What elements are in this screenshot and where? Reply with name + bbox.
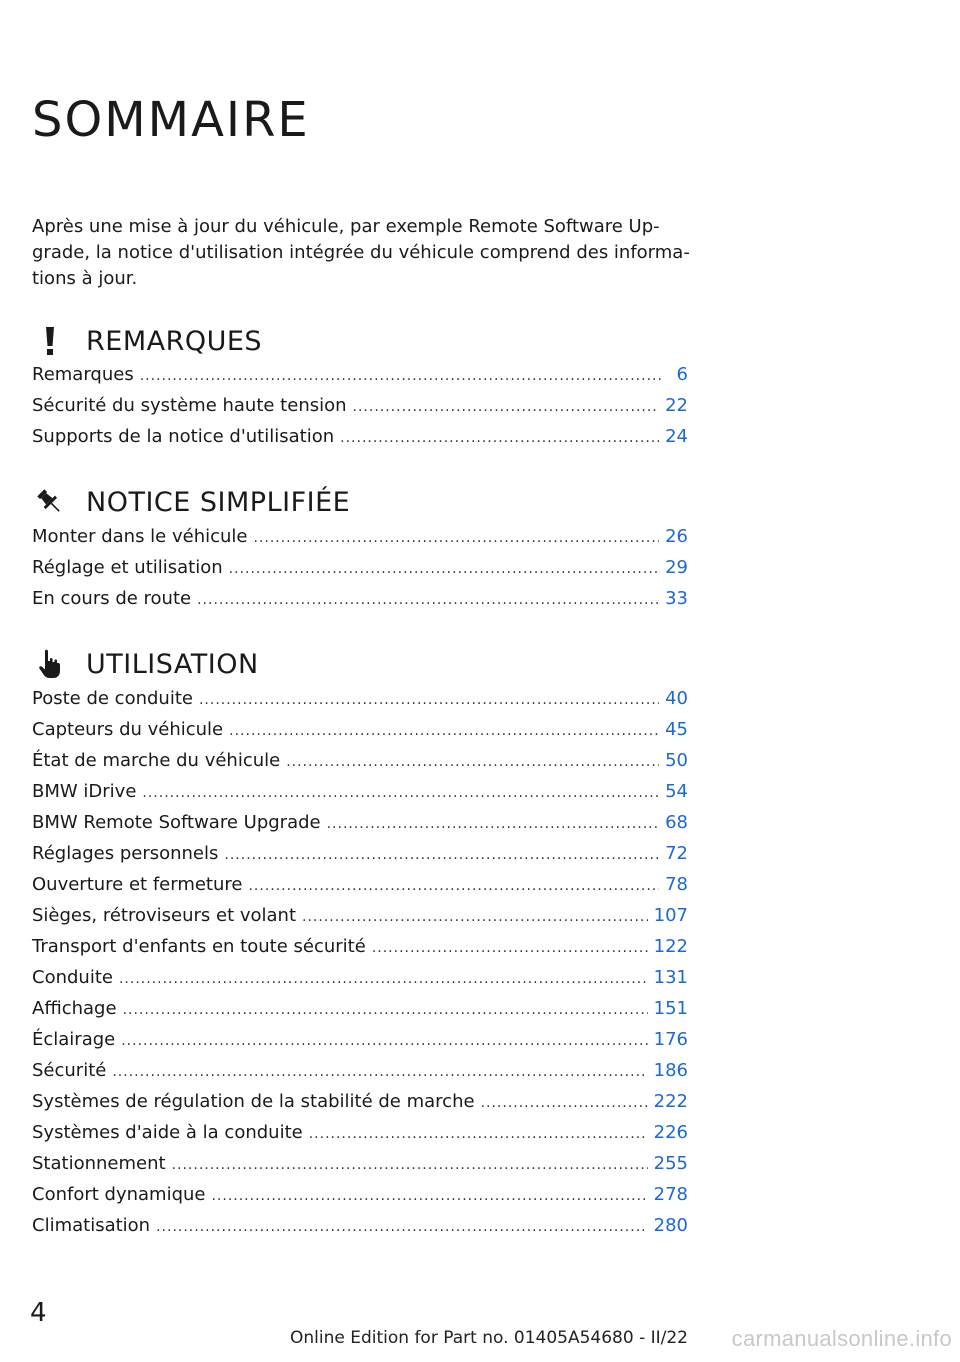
toc-page-link[interactable]: 255: [653, 1153, 688, 1174]
toc-label: Réglages personnels: [32, 843, 219, 864]
toc-item[interactable]: [32, 843, 688, 874]
toc-label: Affichage: [32, 998, 117, 1019]
toc-label: Systèmes d'aide à la conduite: [32, 1122, 303, 1143]
dot-leader: [121, 1033, 647, 1049]
toc-label: Stationnement: [32, 1153, 166, 1174]
toc-label: Sécurité du système haute tension: [32, 395, 347, 416]
toc-item[interactable]: [32, 688, 688, 719]
toc-item[interactable]: [32, 1091, 688, 1122]
section-utilisation: [32, 647, 692, 681]
toc-item[interactable]: [32, 1029, 688, 1060]
toc-item[interactable]: [32, 719, 688, 750]
toc-page-link[interactable]: 107: [653, 905, 688, 926]
toc-page-link[interactable]: 131: [653, 967, 688, 988]
toc-label: BMW Remote Software Upgrade: [32, 812, 321, 833]
toc-item[interactable]: [32, 998, 688, 1029]
toc-list-utilisation: [32, 688, 688, 1246]
toc-label: Ouverture et fermeture: [32, 874, 243, 895]
toc-label: Réglage et utilisation: [32, 557, 223, 578]
toc-page-link[interactable]: 222: [653, 1091, 688, 1112]
dot-leader: [224, 847, 659, 863]
section-notice-simplifiee: [32, 485, 692, 519]
page-number: 4: [30, 1298, 47, 1328]
toc-list-notice-simplifiee: [32, 526, 688, 619]
pushpin-icon: [32, 485, 68, 519]
dot-leader: [123, 1002, 648, 1018]
dot-leader: [340, 430, 659, 446]
toc-page-link[interactable]: 68: [665, 812, 688, 833]
toc-item[interactable]: [32, 526, 688, 557]
section-remarques: [32, 324, 692, 358]
dot-leader: [253, 530, 659, 546]
toc-item[interactable]: [32, 588, 688, 619]
toc-item[interactable]: [32, 1122, 688, 1153]
pointing-hand-icon: [32, 647, 68, 681]
page-title: SOMMAIRE: [32, 92, 310, 148]
dot-leader: [327, 816, 659, 832]
toc-item[interactable]: [32, 905, 688, 936]
toc-list-remarques: [32, 364, 688, 457]
toc-page-link[interactable]: 22: [665, 395, 688, 416]
dot-leader: [309, 1126, 648, 1142]
toc-page-link[interactable]: 50: [665, 750, 688, 771]
dot-leader: [119, 971, 648, 987]
toc-label: Sécurité: [32, 1060, 107, 1081]
dot-leader: [211, 1188, 647, 1204]
toc-page-link[interactable]: 40: [665, 688, 688, 709]
toc-item[interactable]: [32, 874, 688, 905]
toc-label: Monter dans le véhicule: [32, 526, 248, 547]
toc-page-link[interactable]: 151: [653, 998, 688, 1019]
section-title: NOTICE SIMPLIFIÉE: [86, 486, 351, 518]
dot-leader: [156, 1219, 648, 1235]
dot-leader: [302, 909, 648, 925]
toc-item[interactable]: [32, 1215, 688, 1246]
toc-label: Transport d'enfants en toute sécurité: [32, 936, 366, 957]
toc-item[interactable]: [32, 750, 688, 781]
toc-label: BMW iDrive: [32, 781, 137, 802]
section-title: REMARQUES: [86, 325, 263, 357]
toc-page-link[interactable]: 78: [665, 874, 688, 895]
dot-leader: [229, 723, 659, 739]
exclamation-icon: [32, 324, 68, 358]
section-title: UTILISATION: [86, 648, 259, 680]
toc-item[interactable]: [32, 967, 688, 998]
toc-page-link[interactable]: 33: [665, 588, 688, 609]
toc-page-link[interactable]: 122: [653, 936, 688, 957]
dot-leader: [142, 785, 659, 801]
toc-item[interactable]: [32, 1184, 688, 1215]
dot-leader: [140, 368, 664, 384]
toc-item[interactable]: [32, 1153, 688, 1184]
toc-item[interactable]: [32, 395, 688, 426]
toc-page-link[interactable]: 176: [653, 1029, 688, 1050]
dot-leader: [481, 1095, 648, 1111]
toc-label: Poste de conduite: [32, 688, 193, 709]
toc-page-link[interactable]: 186: [653, 1060, 688, 1081]
toc-item[interactable]: [32, 557, 688, 588]
toc-item[interactable]: [32, 781, 688, 812]
toc-label: Sièges, rétroviseurs et volant: [32, 905, 297, 926]
toc-label: Supports de la notice d'utilisation: [32, 426, 335, 447]
dot-leader: [353, 399, 660, 415]
toc-label: Systèmes de régulation de la stabilité de marche: [32, 1091, 475, 1112]
toc-page-link[interactable]: 29: [665, 557, 688, 578]
dot-leader: [172, 1157, 648, 1173]
dot-leader: [372, 940, 648, 956]
toc-label: Climatisation: [32, 1215, 151, 1236]
toc-item[interactable]: [32, 364, 688, 395]
dot-leader: [248, 878, 659, 894]
toc-page-link[interactable]: 72: [665, 843, 688, 864]
toc-label: Conduite: [32, 967, 113, 988]
toc-label: État de marche du véhicule: [32, 750, 281, 771]
toc-page-link[interactable]: 54: [665, 781, 688, 802]
watermark: carmanualsonline.info: [731, 1326, 952, 1351]
toc-label: Confort dynamique: [32, 1184, 206, 1205]
dot-leader: [199, 692, 659, 708]
footer-edition: Online Edition for Part no. 01405A54680 - II/22: [289, 1328, 688, 1348]
toc-label: Éclairage: [32, 1029, 116, 1050]
toc-page-link[interactable]: 24: [665, 426, 688, 447]
dot-leader: [197, 592, 659, 608]
toc-page-link[interactable]: 26: [665, 526, 688, 547]
dot-leader: [286, 754, 659, 770]
toc-page-link[interactable]: 280: [653, 1215, 688, 1236]
toc-item[interactable]: [32, 426, 688, 457]
toc-item[interactable]: [32, 812, 688, 843]
toc-page-link[interactable]: 45: [665, 719, 688, 740]
toc-page-link[interactable]: 278: [653, 1184, 688, 1205]
intro-paragraph: Après une mise à jour du véhicule, par exemple Remote Software Up-grade, la notice d'utilisation intégrée du véhicule comprend des informa-tions à jour.: [32, 216, 690, 289]
dot-leader: [112, 1064, 647, 1080]
toc-item[interactable]: [32, 1060, 688, 1091]
dot-leader: [229, 561, 659, 577]
toc-page-link[interactable]: 6: [676, 364, 688, 385]
toc-label: En cours de route: [32, 588, 192, 609]
toc-page-link[interactable]: 226: [653, 1122, 688, 1143]
toc-item[interactable]: [32, 936, 688, 967]
toc-label: Capteurs du véhicule: [32, 719, 224, 740]
toc-label: Remarques: [32, 364, 134, 385]
